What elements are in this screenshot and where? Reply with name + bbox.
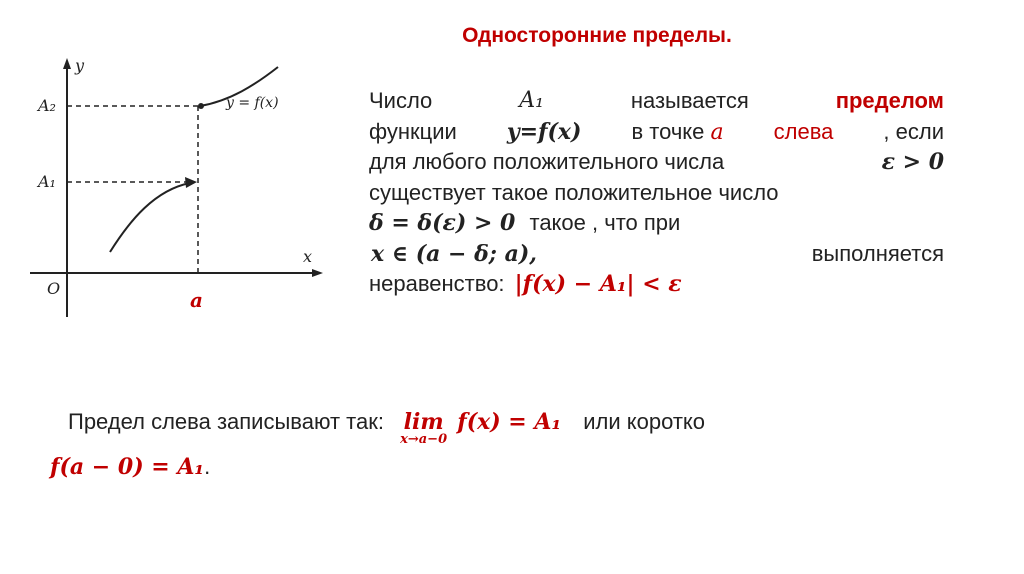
def-word-number: Число <box>369 88 433 113</box>
def-word-limit: пределом <box>835 88 944 113</box>
limit-notation-line-2 <box>50 454 948 480</box>
def-inequality-expr: |f(x) − A₁| < ε <box>514 271 682 297</box>
notation-text-short: или коротко <box>583 409 706 434</box>
def-word-called: называется <box>630 88 749 113</box>
def-delta-condition: δ = δ(ε) > 0 <box>369 210 516 236</box>
def-word-at-point: в точке <box>631 118 705 144</box>
y-axis-label: y <box>75 56 85 75</box>
def-epsilon-condition: ε > 0 <box>881 149 944 175</box>
function-graph <box>20 55 340 335</box>
def-word-function: функции <box>369 118 457 144</box>
point-a-label: a <box>190 288 203 312</box>
def-line4-text: существует такое положительное число <box>369 179 779 205</box>
lim-subscript: x→a−0 <box>400 432 448 447</box>
def-word-if: , если <box>883 118 944 144</box>
y-axis-arrow <box>63 58 71 69</box>
x-axis-label: x <box>303 247 313 266</box>
limit-symbol <box>400 408 447 446</box>
definition-paragraph <box>369 86 944 300</box>
definition-line-7 <box>369 269 944 300</box>
curve-label: y = f(x) <box>226 95 279 111</box>
def-interval-condition: x ∈ (a − δ; a), <box>371 240 537 267</box>
def-point-group <box>631 117 723 148</box>
tick-a2-label: A₂ <box>38 96 56 115</box>
definition-line-4 <box>369 178 944 209</box>
definition-line-1 <box>369 86 944 117</box>
definition-line-3 <box>369 147 944 178</box>
left-branch-arrowhead <box>185 177 197 188</box>
def-function-expr: y=f(x) <box>506 118 582 145</box>
definition-line-5 <box>369 208 944 239</box>
definition-line-6 <box>369 239 944 270</box>
def-line5-text: такое , что при <box>529 210 681 235</box>
notation-text: Предел слева записывают так: <box>68 409 384 434</box>
def-word-inequality: неравенство: <box>369 271 505 296</box>
def-word-holds: выполняется <box>811 240 944 266</box>
right-branch-start-point <box>198 103 204 109</box>
left-branch-curve <box>110 183 190 252</box>
def-word-left: слева <box>773 118 834 144</box>
def-a1-symbol: A₁ <box>519 88 544 113</box>
origin-label: O <box>47 279 61 298</box>
def-point-a: a <box>710 119 724 145</box>
limit-expression: f(x) = A₁ <box>457 409 562 435</box>
definition-line-2 <box>369 117 944 148</box>
tick-a1-label: A₁ <box>38 172 56 191</box>
short-limit-period: . <box>204 454 211 479</box>
lim-word: lim <box>403 409 444 435</box>
limit-notation-paragraph <box>50 408 948 480</box>
x-axis-arrow <box>312 269 323 277</box>
limit-notation-line-1 <box>68 408 948 448</box>
short-limit-expression: f(a − 0) = A₁ <box>50 454 205 480</box>
slide-title: Односторонние пределы. <box>462 24 732 47</box>
def-line3-text: для любого положительного числа <box>369 149 725 174</box>
